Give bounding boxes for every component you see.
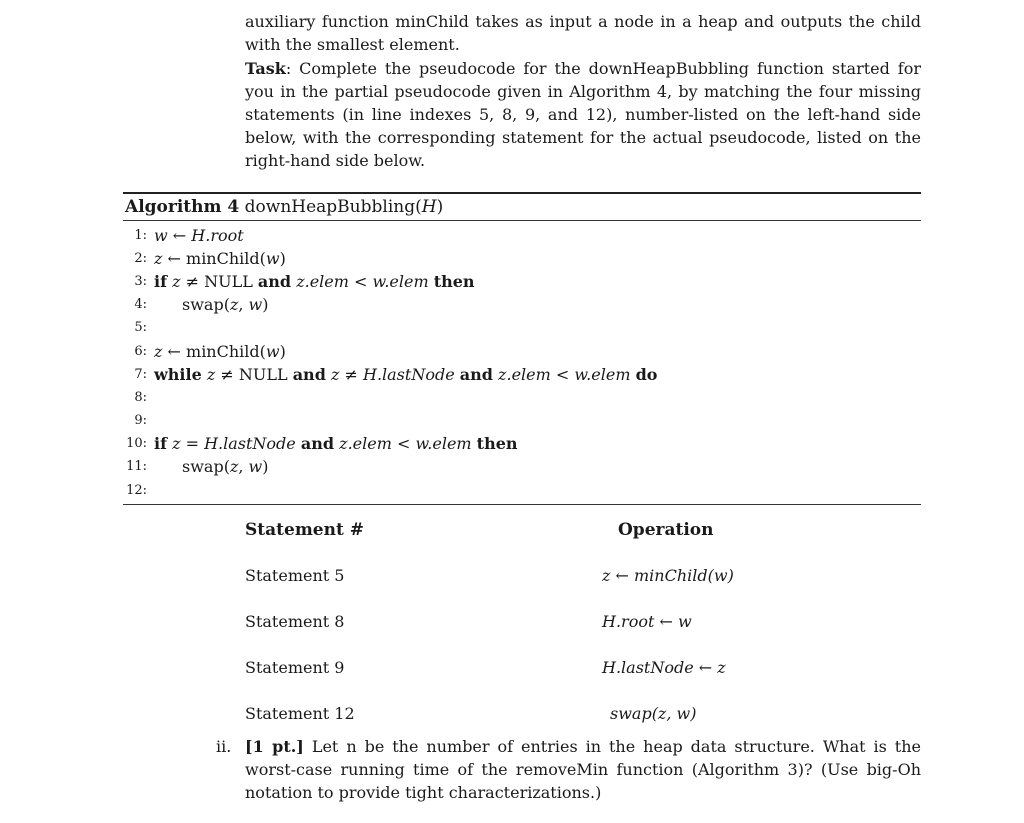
line-number: 8: — [134, 389, 147, 405]
line-number: 1: — [134, 227, 147, 243]
operation-cell: H.lastNode ← z — [602, 658, 726, 677]
algorithm-line-9 — [123, 409, 921, 432]
line-number: 11: — [126, 459, 147, 475]
operation-cell: H.root ← w — [602, 612, 692, 631]
algorithm-line-4: 4: swap(z, w) — [123, 293, 921, 316]
intro-text: auxiliary function minChild takes as input a node in a heap and outputs the child with the smallest element. — [245, 12, 921, 54]
line-number: 4: — [134, 297, 147, 313]
line-number: 3: — [134, 273, 147, 289]
line-number: 12: — [126, 482, 147, 498]
line-number: 6: — [134, 343, 147, 359]
algorithm-line-7: 7: while z ≠ NULL and z ≠ H.lastNode and z.elem < w.elem do — [123, 363, 921, 386]
algorithm-label: Algorithm 4 — [125, 196, 240, 217]
operation-cell: z ← minChild(w) — [602, 566, 734, 585]
matching-table — [245, 520, 921, 728]
statement-cell: Statement 9 — [245, 658, 345, 677]
algorithm-line-6: 6: z ← minChild(w) — [123, 340, 921, 363]
intro-paragraph — [245, 10, 921, 56]
algorithm-bottom-rule — [123, 504, 921, 505]
algorithm-line-12 — [123, 479, 921, 502]
algorithm-line-3: 3: if z ≠ NULL and z.elem < w.elem then — [123, 270, 921, 293]
question-number: ii. — [216, 737, 232, 756]
line-number: 9: — [134, 413, 147, 429]
table-row — [245, 566, 921, 612]
algorithm-line-2: 2: z ← minChild(w) — [123, 247, 921, 270]
statement-cell: Statement 8 — [245, 612, 345, 631]
statement-cell: Statement 12 — [245, 704, 355, 723]
algorithm-lines — [123, 221, 921, 504]
algorithm-arg: H — [421, 196, 437, 217]
table-header-row — [245, 520, 921, 566]
task-paragraph — [245, 57, 921, 172]
algorithm-line-5 — [123, 316, 921, 339]
line-number: 2: — [134, 250, 147, 266]
line-number: 7: — [134, 366, 147, 382]
task-label: Task — [245, 59, 286, 78]
question-ii — [216, 735, 922, 804]
header-operation: Operation — [618, 520, 714, 540]
task-text: : Complete the pseudocode for the downHeapBubbling function started for you in the partial pseudocode given in Algorithm 4, by matching the four missing statements (in line indexes 5, 8, 9, and 12), number-listed on the left-hand side below, with the corresponding statement for the actual pseudocode, listed on the right-hand side below. — [245, 59, 921, 170]
question-text: Let n be the number of entries in the heap data structure. What is the worst-case running time of the removeMin function (Algorithm 3)? (Use big-Oh notation to provide tight characterizations.) — [245, 737, 922, 802]
algorithm-title: Algorithm 4 downHeapBubbling(H) — [125, 196, 444, 217]
algorithm-name: downHeapBubbling( — [244, 196, 422, 217]
operation-cell: swap(z, w) — [610, 704, 697, 723]
table-row — [245, 658, 921, 704]
algorithm-line-11: 11: swap(z, w) — [123, 455, 921, 478]
line-number: 5: — [134, 320, 147, 336]
algorithm-box — [123, 192, 921, 505]
question-points: [1 pt.] — [245, 737, 304, 756]
table-row — [245, 612, 921, 658]
header-statement: Statement # — [245, 520, 364, 540]
statement-cell: Statement 5 — [245, 566, 345, 585]
line-number: 10: — [126, 436, 147, 452]
algorithm-line-8 — [123, 386, 921, 409]
algorithm-line-1: 1: w ← H.root — [123, 224, 921, 247]
table-row — [245, 704, 921, 728]
algorithm-line-10: 10: if z = H.lastNode and z.elem < w.elem then — [123, 432, 921, 455]
